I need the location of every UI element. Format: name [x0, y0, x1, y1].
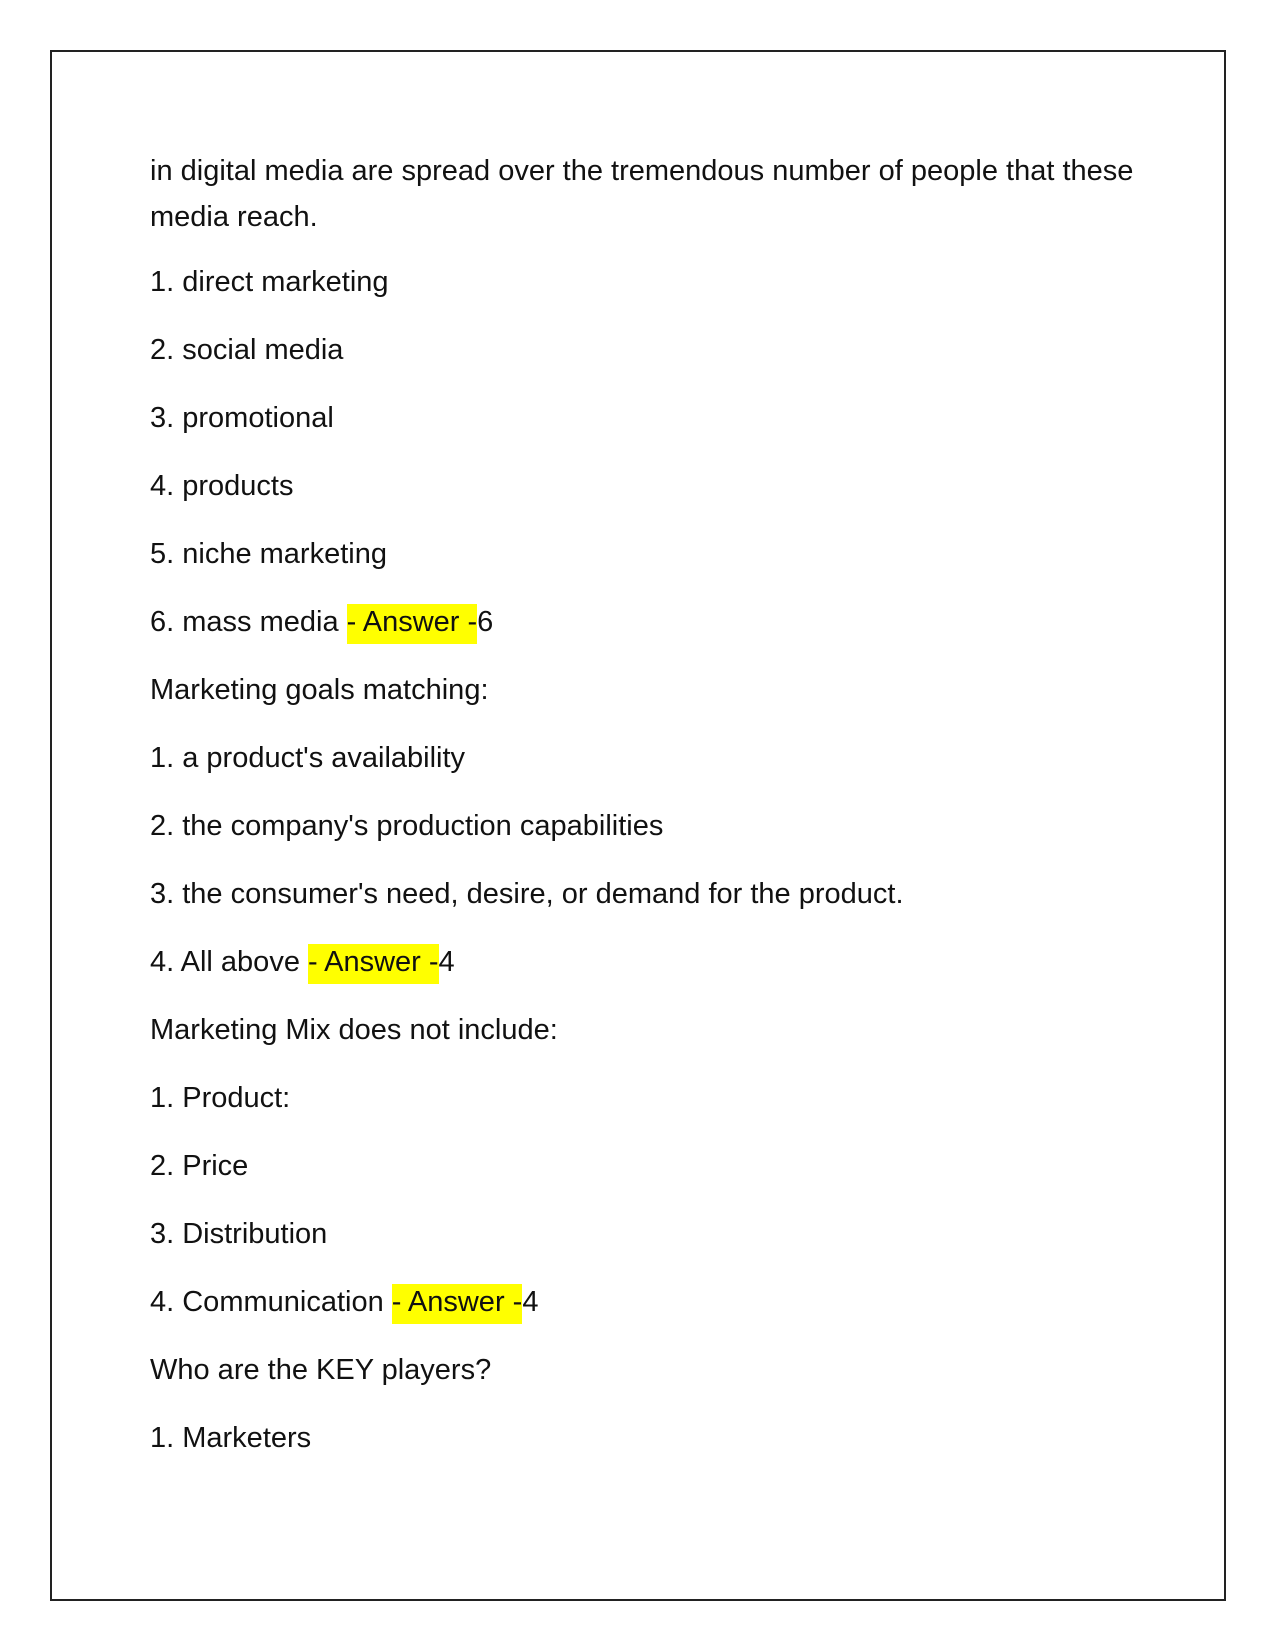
- answer-highlight: - Answer -: [392, 1284, 523, 1324]
- line-text: 1. direct marketing: [150, 266, 389, 298]
- list-item-answer: [150, 942, 1140, 982]
- line-text: 1. Product:: [150, 1082, 291, 1114]
- list-item-answer: [150, 1282, 1140, 1322]
- list-item: [150, 738, 1140, 778]
- list-item: [150, 1418, 1140, 1458]
- answer-value: 4: [438, 946, 455, 978]
- line-text: 3. the consumer's need, desire, or demand for the product.: [150, 878, 904, 910]
- line-text: 5. niche marketing: [150, 538, 387, 570]
- question-heading: [150, 1010, 1140, 1050]
- list-item: [150, 874, 1140, 914]
- document-body: [150, 148, 1140, 1486]
- line-text: 3. Distribution: [150, 1218, 328, 1250]
- list-item: [150, 466, 1140, 506]
- answer-value: 4: [522, 1286, 539, 1318]
- list-item: [150, 806, 1140, 846]
- question-heading: [150, 1350, 1140, 1390]
- line-text: 2. the company's production capabilities: [150, 810, 664, 842]
- line-text: Marketing Mix does not include:: [150, 1014, 558, 1046]
- line-text: 3. promotional: [150, 402, 334, 434]
- list-item: [150, 1078, 1140, 1118]
- line-text: 1. a product's availability: [150, 742, 466, 774]
- list-item: [150, 398, 1140, 438]
- answer-highlight: - Answer -: [347, 604, 478, 644]
- list-item-answer: [150, 602, 1140, 642]
- line-text: Who are the KEY players?: [150, 1354, 492, 1386]
- list-item: [150, 262, 1140, 302]
- line-text: Marketing goals matching:: [150, 674, 489, 706]
- line-text: 4. All above: [150, 946, 308, 978]
- list-item: [150, 1146, 1140, 1186]
- line-text: 6. mass media: [150, 606, 347, 638]
- line-text: 4. products: [150, 470, 294, 502]
- answer-value: 6: [477, 606, 494, 638]
- line-text: 2. Price: [150, 1150, 249, 1182]
- line-text: 1. Marketers: [150, 1422, 312, 1454]
- intro-paragraph: in digital media are spread over the tremendous number of people that these media reach.: [150, 155, 1134, 233]
- line-text: 2. social media: [150, 334, 344, 366]
- question-heading: [150, 670, 1140, 710]
- line-text: 4. Communication: [150, 1286, 392, 1318]
- answer-highlight: - Answer -: [308, 944, 439, 984]
- list-item: [150, 534, 1140, 574]
- list-item: [150, 330, 1140, 370]
- list-item: [150, 1214, 1140, 1254]
